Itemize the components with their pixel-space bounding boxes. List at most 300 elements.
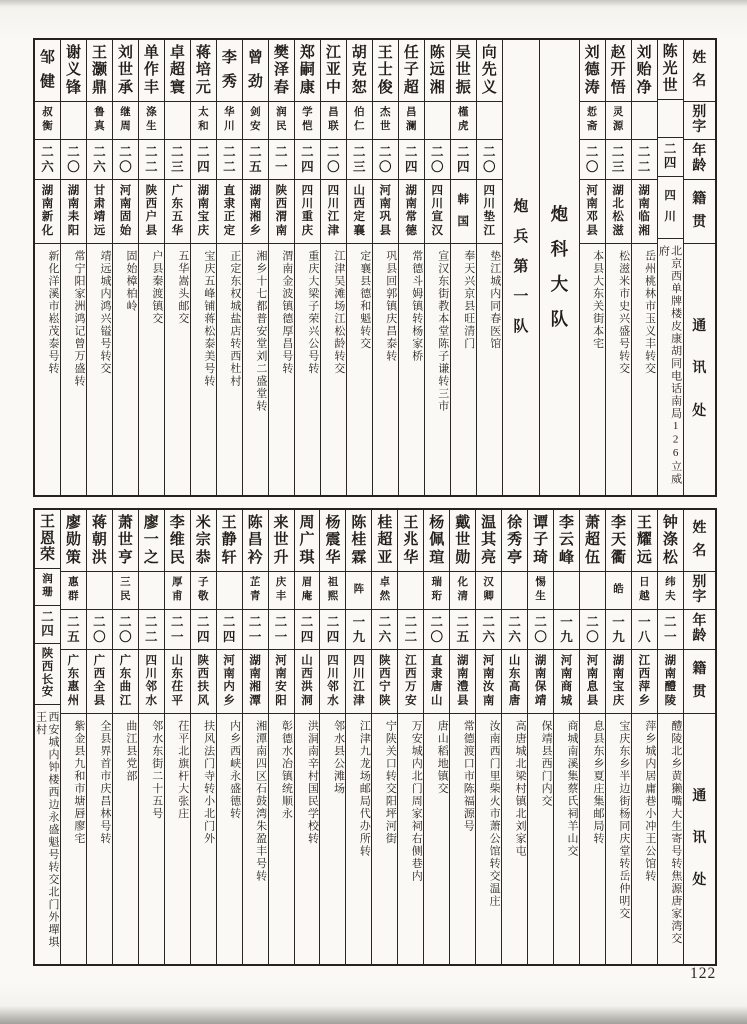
glyph: 五 — [171, 211, 184, 224]
glyph: 襄 — [353, 224, 366, 237]
glyph: 安 — [275, 681, 287, 694]
glyph: 民 — [276, 121, 287, 133]
cadet-native-place — [554, 650, 579, 714]
cadet-age — [61, 140, 86, 180]
glyph: 宣 — [431, 211, 443, 224]
cadet-address: 常宁阳家洲鸿记曾万盛转 — [72, 250, 85, 388]
cadet-column — [35, 40, 60, 495]
glyph: 李 — [610, 514, 626, 531]
glyph: 耀 — [636, 532, 652, 548]
cadet-native-place — [658, 650, 683, 714]
glyph: 仁 — [354, 121, 365, 133]
glyph: 东 — [119, 668, 132, 681]
cadet-name — [243, 510, 268, 572]
cadet-name — [451, 40, 476, 102]
glyph: 二 — [456, 145, 470, 159]
glyph: 温 — [481, 514, 497, 531]
glyph: 恕 — [351, 79, 367, 96]
glyph: 来 — [273, 514, 289, 531]
glyph: 湖 — [41, 184, 54, 197]
cadet-column — [294, 510, 320, 964]
glyph: 昌 — [406, 107, 417, 119]
glyph: 湖 — [664, 654, 677, 667]
cadet-courtesy-name — [398, 572, 423, 610]
glyph: 县 — [586, 224, 598, 237]
glyph: 樊 — [273, 44, 289, 61]
cadet-column — [424, 40, 450, 495]
glyph: 湘 — [638, 224, 650, 237]
glyph: 四 — [301, 184, 314, 197]
glyph: 汉 — [431, 224, 443, 237]
cadet-native-place — [87, 180, 112, 244]
glyph: 定 — [223, 224, 236, 237]
cadet-courtesy-name — [606, 102, 631, 140]
glyph: 二 — [248, 615, 262, 629]
cadet-name — [580, 40, 605, 102]
glyph: 二 — [664, 615, 677, 629]
cadet-address: 西安城内钟楼西边永盛魁号转交北门外墠埧王村 — [35, 711, 59, 949]
cadet-column — [475, 510, 501, 964]
cadet-courtesy-name — [606, 572, 631, 610]
glyph: 二 — [145, 159, 158, 174]
glyph: 单 — [143, 44, 159, 61]
glyph: 化 — [457, 577, 468, 589]
glyph: 南 — [482, 668, 495, 681]
glyph: 庆 — [197, 224, 210, 237]
cadet-name — [321, 40, 346, 102]
glyph: 二 — [404, 629, 418, 644]
glyph: 二 — [456, 615, 469, 629]
glyph: 大 — [550, 274, 569, 295]
cadet-name — [269, 510, 294, 572]
cadet-age — [347, 140, 372, 180]
cadet-native-place — [139, 650, 164, 714]
glyph: 川 — [327, 198, 340, 211]
glyph: 子 — [197, 577, 209, 589]
glyph: 亚 — [377, 549, 393, 566]
glyph: 琪 — [299, 549, 315, 566]
glyph: 曲 — [119, 681, 132, 694]
glyph: 保 — [534, 681, 547, 694]
glyph: 超 — [377, 532, 393, 548]
cadet-courtesy-name — [658, 100, 683, 137]
glyph: 广 — [299, 532, 315, 548]
glyph: 松 — [612, 211, 624, 224]
glyph: 谭 — [533, 514, 549, 531]
cadet-address: 宁陕关口转交阳坪河街 — [384, 720, 397, 845]
glyph: 二 — [119, 615, 132, 629]
glyph: 二 — [585, 145, 599, 159]
glyph: 陕 — [275, 184, 288, 197]
cadet-name — [606, 510, 631, 572]
cadet-name — [476, 510, 501, 572]
glyph: 滋 — [612, 224, 624, 237]
glyph: 皓 — [613, 584, 624, 596]
glyph: 九 — [560, 629, 573, 644]
cadet-courtesy-name — [295, 572, 320, 610]
section-column — [502, 40, 539, 495]
glyph: 太 — [198, 107, 209, 119]
cadet-address: 商城南溪集蔡氏祠羊山交 — [566, 720, 579, 858]
cadet-address: 万安城内北门周家祠右侧巷内 — [410, 720, 423, 883]
header-age — [684, 140, 715, 180]
glyph: 二 — [508, 615, 521, 629]
glyph: 重 — [301, 211, 314, 224]
glyph: 华 — [224, 107, 235, 119]
cadet-name — [373, 40, 398, 102]
glyph: 南 — [223, 668, 235, 681]
cadet-native-place — [269, 650, 294, 714]
header-native — [684, 180, 715, 244]
cadet-native-place — [61, 180, 86, 244]
glyph: 悊 — [586, 107, 598, 119]
glyph: 名 — [692, 74, 707, 89]
header-native — [684, 650, 715, 714]
glyph: 宝 — [197, 211, 210, 224]
cadet-age — [321, 140, 346, 180]
glyph: 西 — [41, 660, 54, 673]
glyph: 静 — [221, 532, 237, 548]
glyph: 秀 — [507, 532, 523, 548]
glyph: 安 — [250, 121, 261, 133]
glyph: 世 — [380, 121, 391, 133]
cadet-name — [477, 40, 502, 102]
cadet-native-place — [217, 180, 242, 244]
glyph: 南 — [275, 224, 288, 237]
glyph: 江 — [353, 681, 365, 694]
glyph: 二 — [586, 615, 599, 629]
cadet-age — [372, 610, 397, 650]
cadet-native-place — [450, 650, 475, 714]
glyph: 净 — [636, 79, 652, 96]
glyph: 亨 — [117, 549, 133, 566]
cadet-age — [346, 610, 371, 650]
cadet-native-place — [321, 180, 346, 244]
glyph: 阳 — [67, 224, 80, 237]
glyph: 邹 — [39, 50, 55, 67]
cadet-name — [113, 40, 138, 102]
cadet-column — [345, 510, 371, 964]
glyph: 洪 — [91, 549, 107, 566]
glyph: 剑 — [250, 107, 261, 119]
cadet-address: 内乡西峡永盛德转 — [228, 720, 241, 820]
glyph: 长 — [41, 673, 54, 686]
cadet-column — [423, 510, 449, 964]
cadet-courtesy-name — [217, 102, 242, 140]
glyph: 四 — [145, 654, 158, 667]
cadet-courtesy-name — [321, 102, 346, 140]
glyph: 轩 — [221, 549, 237, 566]
glyph: 华 — [403, 549, 419, 566]
glyph: 昌 — [328, 107, 339, 119]
cadet-courtesy-name — [372, 572, 397, 610]
cadet-address: 渭南金波镇德厚昌号转 — [280, 250, 293, 375]
glyph: 德 — [405, 224, 418, 237]
glyph: 李 — [221, 50, 237, 67]
cadet-native-place — [580, 180, 605, 244]
glyph: 二 — [93, 615, 106, 629]
cadet-address: 松滋米市史兴盛号转交 — [617, 250, 630, 375]
glyph: 一 — [560, 615, 573, 629]
glyph: 讯 — [692, 831, 707, 846]
glyph: 兵 — [513, 228, 529, 245]
glyph: 贯 — [692, 685, 707, 700]
glyph: 四 — [222, 629, 236, 644]
glyph: 四 — [41, 623, 54, 638]
glyph: 萧 — [584, 514, 600, 531]
glyph: 字 — [692, 120, 707, 135]
glyph: 二 — [431, 145, 444, 159]
glyph: 山 — [508, 654, 521, 667]
glyph: 二 — [275, 145, 288, 159]
glyph: 江 — [325, 44, 341, 61]
glyph: 四 — [456, 159, 470, 174]
cadet-courtesy-name — [346, 572, 371, 610]
glyph: 湖 — [638, 184, 650, 197]
glyph: 士 — [377, 62, 393, 78]
glyph: 越 — [639, 591, 650, 603]
glyph: 万 — [405, 681, 417, 694]
glyph: 二 — [171, 145, 184, 159]
glyph: 二 — [300, 615, 314, 629]
header-name — [684, 40, 715, 102]
cadet-address: 重庆大梁子荣兴公号转 — [306, 250, 319, 375]
glyph: 龄 — [692, 159, 707, 174]
glyph: 二 — [274, 615, 288, 629]
glyph: 六 — [93, 159, 106, 174]
cadet-native-place — [476, 650, 501, 714]
glyph: 韩 — [457, 193, 469, 206]
glyph: 谢 — [65, 44, 81, 61]
cadet-native-place — [191, 650, 216, 714]
glyph: 陵 — [664, 694, 677, 707]
glyph: 湖 — [534, 654, 547, 667]
cadet-native-place — [320, 650, 345, 714]
glyph: 二 — [170, 615, 184, 629]
glyph: 三 — [171, 159, 184, 174]
glyph: 正 — [223, 211, 236, 224]
glyph: 义 — [481, 79, 497, 96]
cadet-courtesy-name — [476, 572, 501, 610]
cadet-age — [606, 140, 631, 180]
cadet-courtesy-name — [191, 102, 216, 140]
glyph: 西 — [275, 198, 288, 211]
cadet-address: 五华嵩头邮交 — [176, 250, 189, 325]
glyph: 勋 — [65, 532, 81, 548]
cadet-column — [397, 510, 423, 964]
cadet-courtesy-name — [399, 102, 424, 140]
glyph: 二 — [301, 145, 314, 159]
glyph: 别 — [692, 575, 707, 590]
glyph: 〇 — [534, 629, 547, 644]
glyph: 常 — [405, 211, 418, 224]
cadet-age — [35, 606, 60, 644]
cadet-courtesy-name — [61, 572, 86, 610]
glyph: 一 — [275, 159, 288, 174]
glyph: 乡 — [249, 224, 262, 237]
glyph: 振 — [455, 79, 471, 96]
glyph: 广 — [67, 654, 80, 667]
cadet-age — [191, 140, 216, 180]
glyph: 兆 — [403, 532, 419, 548]
cadet-courtesy-name — [554, 572, 579, 610]
glyph: 伯 — [354, 107, 365, 119]
glyph: 湘 — [249, 211, 262, 224]
glyph: 年 — [692, 614, 707, 629]
glyph: 川 — [224, 121, 235, 133]
cadet-courtesy-name — [269, 572, 294, 610]
cadet-name — [347, 40, 372, 102]
glyph: 珊 — [42, 587, 53, 599]
glyph: 惠 — [67, 681, 80, 694]
glyph: 勋 — [455, 549, 471, 566]
glyph: 松 — [662, 549, 678, 566]
glyph: 一 — [513, 289, 529, 306]
glyph: 桂 — [351, 532, 367, 548]
cadet-address: 汝南西门里柴火市萧公馆转交温庄 — [488, 720, 501, 908]
cadet-address: 扶风法门寺转小北门外 — [202, 720, 215, 845]
glyph: 周 — [299, 514, 315, 531]
glyph: 庆 — [301, 224, 314, 237]
cadet-address: 巩县回郭镇庆昌泰转 — [384, 250, 397, 363]
glyph: 甫 — [171, 591, 183, 603]
glyph: 二 — [41, 145, 54, 159]
cadet-name — [554, 510, 579, 572]
glyph: 六 — [482, 629, 495, 644]
glyph: 杨 — [325, 514, 341, 531]
cadet-address: 宝庆五峰铺蒋松泰美号转 — [202, 250, 215, 388]
cadet-name — [346, 510, 371, 572]
glyph: 西 — [93, 668, 106, 681]
glyph: 学 — [302, 107, 313, 119]
glyph: 槿 — [457, 107, 469, 119]
glyph: 亚 — [325, 62, 341, 78]
glyph: 陈 — [351, 514, 367, 531]
glyph: 垫 — [483, 211, 495, 224]
glyph: 瑞 — [431, 577, 443, 589]
glyph: 〇 — [119, 159, 132, 174]
glyph: 王 — [221, 514, 237, 531]
glyph: 年 — [692, 144, 707, 159]
glyph: 川 — [353, 668, 365, 681]
glyph: 子 — [533, 532, 549, 548]
glyph: 别 — [692, 105, 707, 120]
glyph: 二 — [482, 615, 495, 629]
glyph: 光 — [662, 61, 678, 78]
glyph: 二 — [611, 145, 625, 159]
cadet-name — [61, 40, 86, 102]
glyph: 虎 — [457, 121, 469, 133]
glyph: 杨 — [429, 514, 445, 531]
cadet-courtesy-name — [477, 102, 502, 140]
glyph: 乡 — [638, 694, 651, 707]
cadet-address: 洪洞南辛村国民学校转 — [306, 720, 319, 845]
cadet-courtesy-name — [243, 572, 268, 610]
glyph: 先 — [481, 62, 497, 78]
glyph: 亭 — [507, 549, 523, 566]
cadet-column — [657, 40, 683, 495]
cadet-age — [217, 140, 242, 180]
glyph: 西 — [197, 668, 209, 681]
glyph: 四 — [301, 159, 314, 174]
cadet-courtesy-name — [424, 572, 449, 610]
glyph: 王 — [636, 514, 652, 531]
glyph: 〇 — [67, 159, 80, 174]
glyph: 澧 — [456, 681, 469, 694]
cadet-address: 邻水东街二十五号 — [150, 720, 163, 820]
cadet-address: 户县秦渡镇交 — [150, 250, 163, 325]
glyph: 二 — [67, 145, 80, 159]
glyph: 姓 — [692, 51, 707, 66]
glyph: 天 — [610, 532, 626, 548]
cadet-column — [579, 510, 605, 964]
cadet-native-place — [398, 650, 423, 714]
cadet-courtesy-name — [658, 572, 683, 610]
glyph: 悟 — [610, 79, 626, 96]
cadet-native-place — [217, 650, 242, 714]
cadet-address: 高唐城北梁村镇北刘家屯 — [514, 720, 527, 858]
glyph: 衢 — [610, 549, 626, 566]
cadet-courtesy-name — [269, 102, 294, 140]
cadet-address: 靖远城内鸿兴镒号转交 — [98, 250, 111, 375]
glyph: 渭 — [275, 211, 288, 224]
glyph: 米 — [195, 514, 211, 531]
glyph: 琦 — [533, 549, 549, 566]
glyph: 吴 — [455, 44, 471, 61]
glyph: 湖 — [197, 184, 210, 197]
cadet-native-place — [243, 650, 268, 714]
glyph: 远 — [636, 549, 652, 566]
glyph: 南 — [67, 198, 80, 211]
glyph: 风 — [197, 694, 209, 707]
glyph: 超 — [169, 62, 185, 78]
glyph: 周 — [120, 121, 131, 133]
cadet-native-place — [399, 180, 424, 244]
glyph: 〇 — [431, 159, 444, 174]
glyph: 二 — [67, 615, 80, 629]
cadet-name — [139, 40, 164, 102]
cadet-column — [605, 40, 631, 495]
glyph: 二 — [482, 145, 496, 159]
cadet-name — [35, 40, 60, 102]
glyph: 承 — [117, 79, 133, 96]
glyph: 县 — [586, 694, 599, 707]
cadet-name — [87, 510, 112, 572]
cadet-age — [632, 140, 657, 180]
glyph: 德 — [584, 62, 600, 78]
cadet-courtesy-name — [450, 572, 475, 610]
cadet-age — [269, 140, 294, 180]
glyph: 赵 — [610, 44, 626, 61]
glyph: 王 — [377, 44, 393, 61]
cadet-name — [632, 510, 657, 572]
glyph: 陈 — [247, 514, 263, 531]
glyph: 熙 — [327, 591, 339, 603]
glyph: 六 — [378, 629, 392, 644]
cadet-column — [553, 510, 579, 964]
glyph: 湖 — [249, 184, 262, 197]
glyph: 云 — [559, 532, 575, 548]
cadet-name — [217, 40, 242, 102]
glyph: 阵 — [353, 584, 365, 596]
cadet-column — [631, 40, 657, 495]
cadet-address: 江津吴滩场江松龄转交 — [332, 250, 345, 375]
glyph: 衡 — [42, 121, 53, 133]
section-title — [503, 185, 539, 351]
glyph: 二 — [379, 145, 392, 159]
glyph: 惕 — [535, 577, 546, 589]
glyph: 南 — [249, 668, 261, 681]
